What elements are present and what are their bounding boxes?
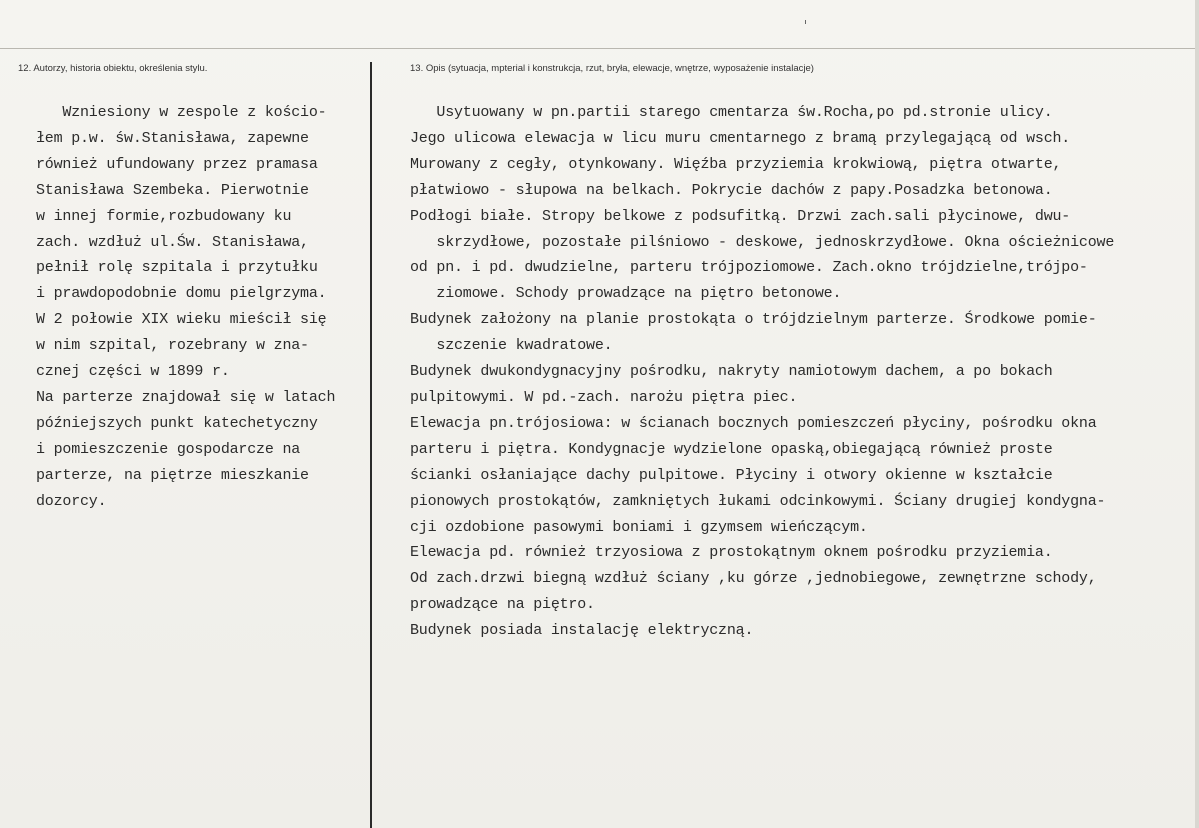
text-line: płatwiowo - słupowa na belkach. Pokrycie dachów z papy.Posadzka betonowa. <box>410 181 1053 199</box>
text-line: dozorcy. <box>36 492 107 510</box>
ink-mark <box>805 20 806 24</box>
text-line: szczenie kwadratowe. <box>410 337 613 355</box>
text-line: parteru i piętra. Kondygnacje wydzielone opaską,obiegającą również proste <box>410 440 1053 458</box>
text-line: Elewacja pd. również trzyosiowa z prostokątnym oknem pośrodku przyziemia. <box>410 544 1053 562</box>
text-line: i pomieszczenie gospodarcze na <box>36 440 301 458</box>
text-line: Na parterze znajdował się w latach <box>36 388 336 406</box>
text-line: Podłogi białe. Stropy belkowe z podsufitką. Drzwi zach.sali płycinowe, dwu- <box>410 207 1071 225</box>
text-line: Stanisława Szembeka. Pierwotnie <box>36 181 309 199</box>
text-line: również ufundowany przez pramasa <box>36 155 318 173</box>
text-line: ścianki osłaniające dachy pulpitowe. Płyciny i otwory okienne w kształcie <box>410 466 1053 484</box>
text-line: cznej części w 1899 r. <box>36 363 230 381</box>
section-13-label: 13. Opis (sytuacja, mpterial i konstrukcja, rzut, bryła, elewacje, wnętrze, wyposażenie instalacje) <box>410 63 814 74</box>
text-line: Budynek założony na planie prostokąta o trójdzielnym parterze. Środkowe pomie- <box>410 311 1097 329</box>
header-rule <box>0 48 1199 49</box>
text-line: zach. wzdłuż ul.Św. Stanisława, <box>36 233 309 251</box>
text-line: pełnił rolę szpitala i przytułku <box>36 259 318 277</box>
text-line: Budynek posiada instalację elektryczną. <box>410 622 754 640</box>
text-line: pionowych prostokątów, zamkniętych łukami odcinkowymi. Ściany drugiej kondygna- <box>410 492 1106 510</box>
text-line: i prawdopodobnie domu pielgrzyma. <box>36 285 327 303</box>
text-line: Budynek dwukondygnacyjny pośrodku, nakryty namiotowym dachem, a po bokach <box>410 363 1053 381</box>
text-line: Murowany z cegły, otynkowany. Więźba przyziemia krokwiową, piętra otwarte, <box>410 155 1062 173</box>
text-line: łem p.w. św.Stanisława, zapewne <box>36 129 309 147</box>
text-line: Elewacja pn.trójosiowa: w ścianach bocznych pomieszczeń płyciny, pośrodku okna <box>410 414 1097 432</box>
text-line: Wzniesiony w zespole z kościo- <box>36 104 327 121</box>
text-line: ziomowe. Schody prowadzące na piętro betonowe. <box>410 285 842 303</box>
text-line: parterze, na piętrze mieszkanie <box>36 466 309 484</box>
history-text <box>36 100 335 515</box>
text-line: prowadzące na piętro. <box>410 596 595 614</box>
text-line: Usytuowany w pn.partii starego cmentarza św.Rocha,po pd.stronie ulicy. <box>410 104 1053 121</box>
text-line: pulpitowymi. W pd.-zach. narożu piętra piec. <box>410 388 798 406</box>
text-line: w nim szpital, rozebrany w zna- <box>36 337 309 355</box>
text-line: późniejszych punkt katechetyczny <box>36 414 318 432</box>
description-text <box>410 100 1114 644</box>
text-line: w innej formie,rozbudowany ku <box>36 207 292 225</box>
column-divider <box>370 62 372 828</box>
section-12-label: 12. Autorzy, historia obiektu, określenia stylu. <box>18 63 208 74</box>
text-line: Od zach.drzwi biegną wzdłuż ściany ,ku górze ,jednobiegowe, zewnętrzne schody, <box>410 570 1097 588</box>
text-line: W 2 połowie XIX wieku mieścił się <box>36 311 327 329</box>
text-line: Jego ulicowa elewacja w licu muru cmentarnego z bramą przylegającą od wsch. <box>410 129 1071 147</box>
text-line: od pn. i pd. dwudzielne, parteru trójpoziomowe. Zach.okno trójdzielne,trójpo- <box>410 259 1088 277</box>
text-line: cji ozdobione pasowymi boniami i gzymsem wieńczącym. <box>410 518 868 536</box>
text-line: skrzydłowe, pozostałe pilśniowo - deskowe, jednoskrzydłowe. Okna ościeżnicowe <box>410 233 1115 251</box>
sheet-edge <box>1195 0 1199 828</box>
